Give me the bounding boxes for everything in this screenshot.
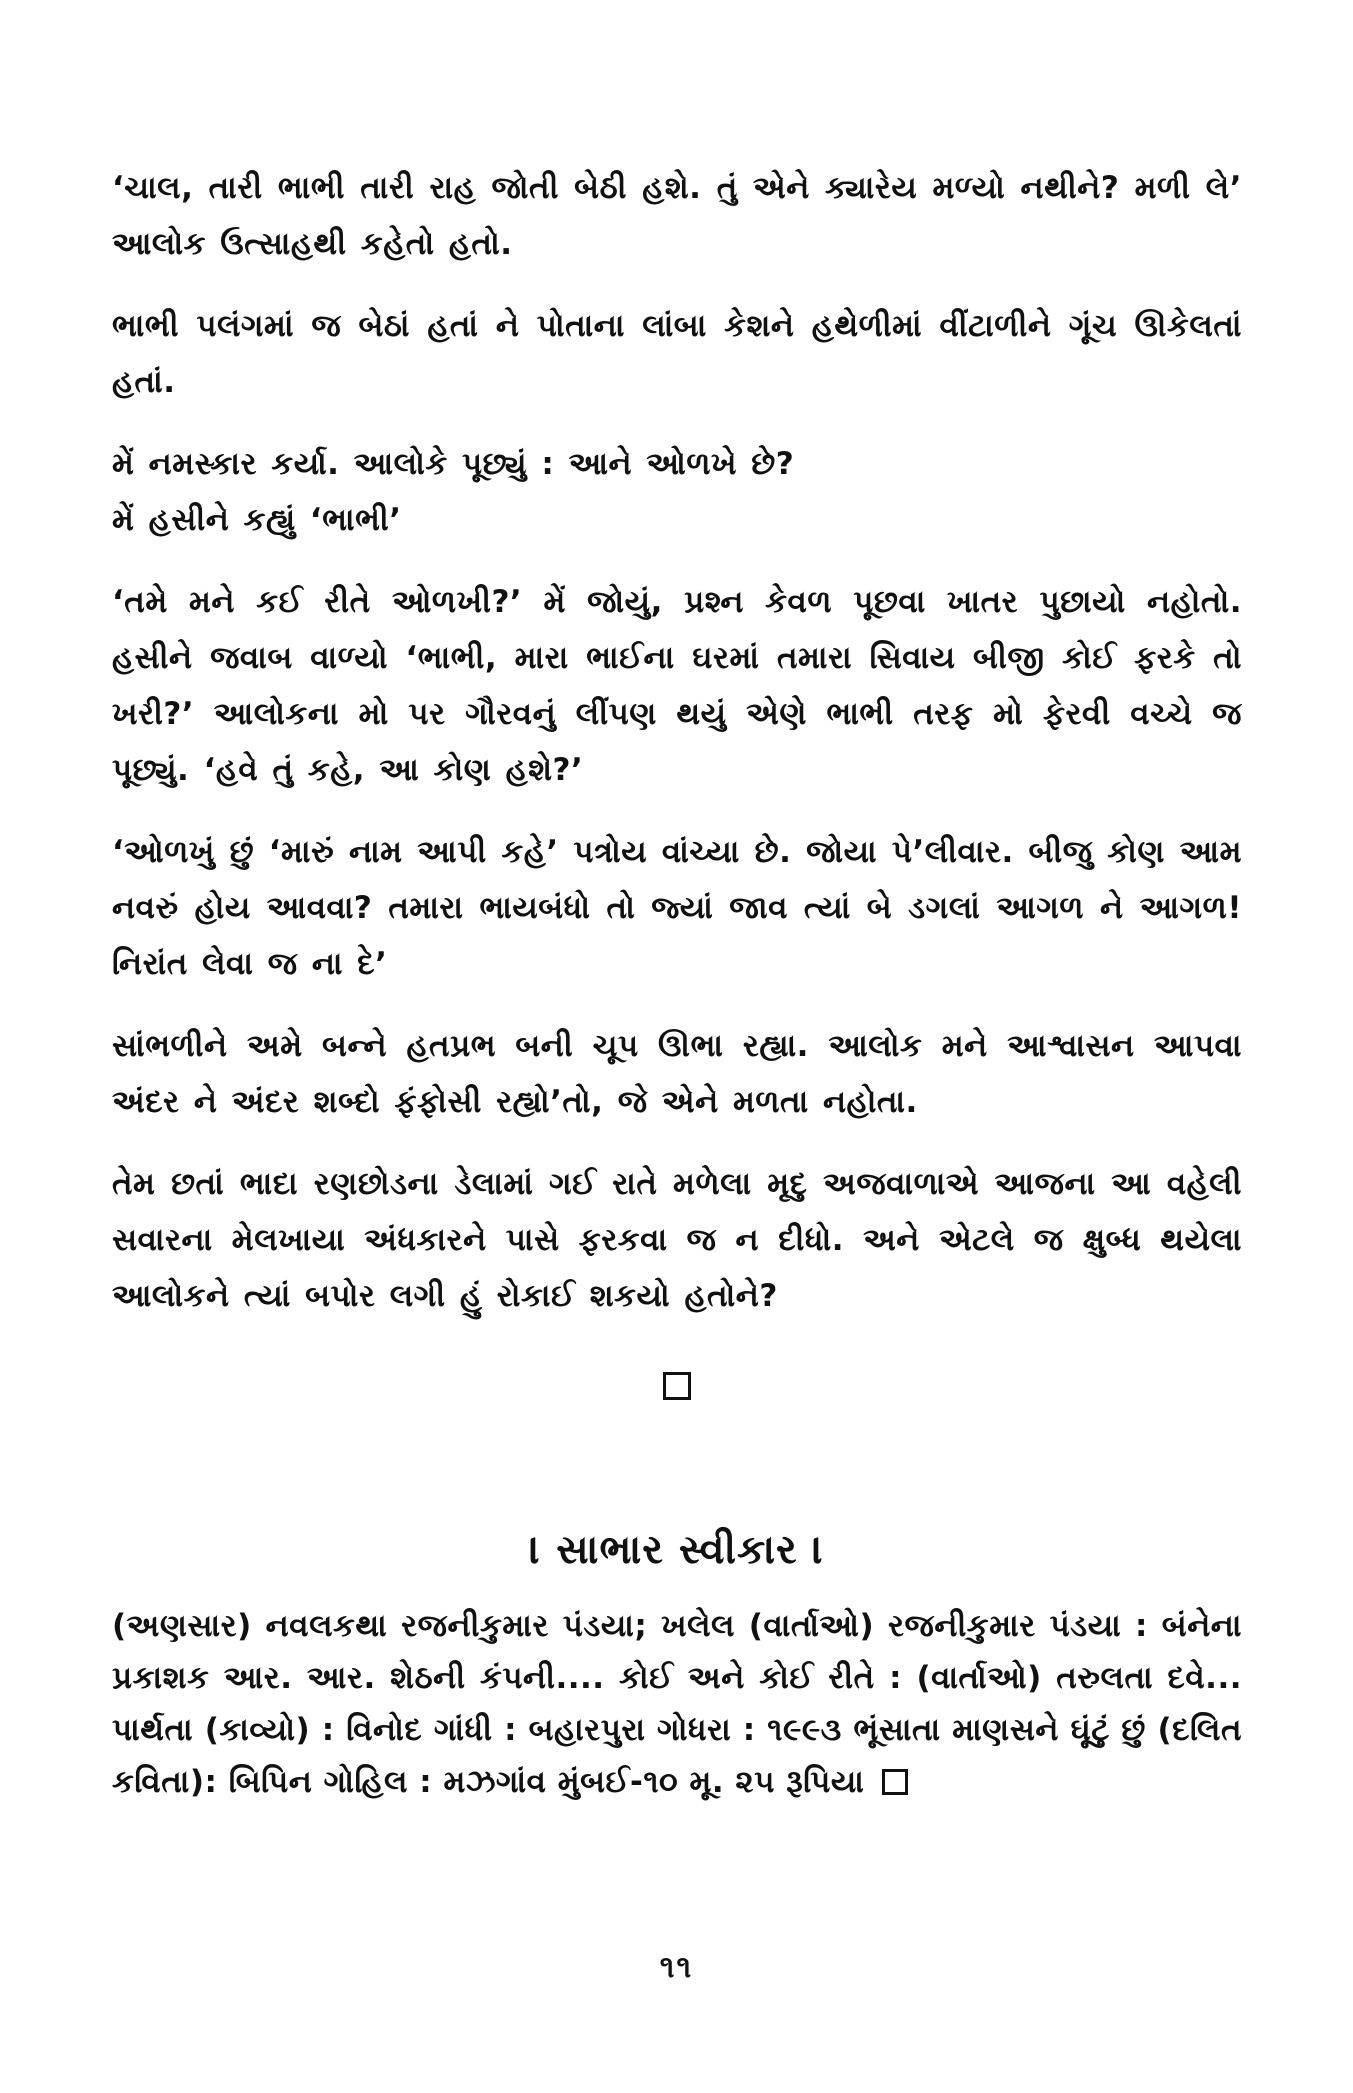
page-content	[112, 160, 1242, 1808]
acknowledgement-end-box-icon	[882, 1769, 908, 1795]
page-number: ૧૧	[659, 1950, 694, 1985]
section-end-box-icon	[663, 1372, 691, 1400]
acknowledgement-block	[112, 1600, 1242, 1808]
story-paragraph-6: ‘ઓળખું છું ‘મારું નામ આપી કહે’ પત્રોય વાંચ્યા છે. જોયા પે’લીવાર. બીજુ કોણ આમ નવરું હોય આવવા? તમારા ભાયબંધો તો જ્યાં જાવ ત્યાં બે ડગલાં આગળ ને આગળ! નિરાંત લેવા જ ના દે’	[112, 834, 1242, 982]
acknowledgement-heading: । સાભાર સ્વીકાર ।	[529, 1527, 825, 1573]
story-paragraph-7: સાંભળીને અમે બન્ને હતપ્રભ બની ચૂપ ઊભા રહ્યા. આલોક મને આશ્વાસન આપવા અંદર ને અંદર શબ્દો ફંફોસી રહ્યો’તો, જે એને મળતા નહોતા.	[112, 1028, 1242, 1120]
story-paragraph-5: ‘તમે મને કઈ રીતે ઓળખી?’ મેં જોયું, પ્રશ્ન કેવળ પૂછવા ખાતર પુછાયો નહોતો. હસીને જવાબ વાળ્યો ‘ભાભી, મારા ભાઈના ઘરમાં તમારા સિવાય બીજી કોઈ ફરકે તો ખરી?’ આલોકના મો પર ગૌરવનું લીંપણ થયું એણે ભાભી તરફ મો ફેરવી વચ્ચે જ પૂછ્યું. ‘હવે તું કહે, આ કોણ હશે?’	[112, 584, 1242, 788]
story-paragraph-3: મેં નમસ્કાર કર્યા. આલોકે પૂછ્યું : આને ઓળખે છે?	[112, 446, 795, 482]
story-paragraph-8: તેમ છતાં ભાદા રણછોડના ડેલામાં ગઈ રાતે મળેલા મૃદુ અજવાળાએ આજના આ વહેલી સવારના મેલખાયા અંધકારને પાસે ફરકવા જ ન દીધો. અને એટલે જ ક્ષુબ્ધ થયેલા આલોકને ત્યાં બપોર લગી હું રોકાઈ શકયો હતોને?	[112, 1166, 1242, 1314]
story-paragraph-2: ભાભી પલંગમાં જ બેઠાં હતાં ને પોતાના લાંબા કેશને હથેળીમાં વીંટાળીને ગૂંચ ઊકેલતાં હતાં.	[112, 308, 1242, 400]
story-paragraph-1: ‘ચાલ, તારી ભાભી તારી રાહ જોતી બેઠી હશે. તું એને ક્યારેય મળ્યો નથીને? મળી લે’ આલોક ઉત્સાહથી કહેતો હતો.	[112, 170, 1242, 262]
acknowledgement-text: (અણસાર) નવલકથા રજનીકુમાર પંડયા; ખલેલ (વાર્તાઓ) રજનીકુમાર પંડયા : બંનેના પ્રકાશક આર. આર. શેઠની કંપની.... કોઈ અને કોઈ રીતે : (વાર્તાઓ) તરુલતા દવે... પાર્થતા (કાવ્યો) : વિનોદ ગાંધી : બહારપુરા ગોધરા : ૧૯૯૩ ભૂંસાતા માણસને ઘૂંટું છું (દલિત કવિતા): બિપિન ગોહિલ : મઝગાંવ મુંબઈ-૧૦ મૂ. ૨૫ રૂપિયા	[112, 1608, 1242, 1800]
story-paragraph-4: મેં હસીને કહ્યું ‘ભાભી’	[112, 502, 402, 538]
